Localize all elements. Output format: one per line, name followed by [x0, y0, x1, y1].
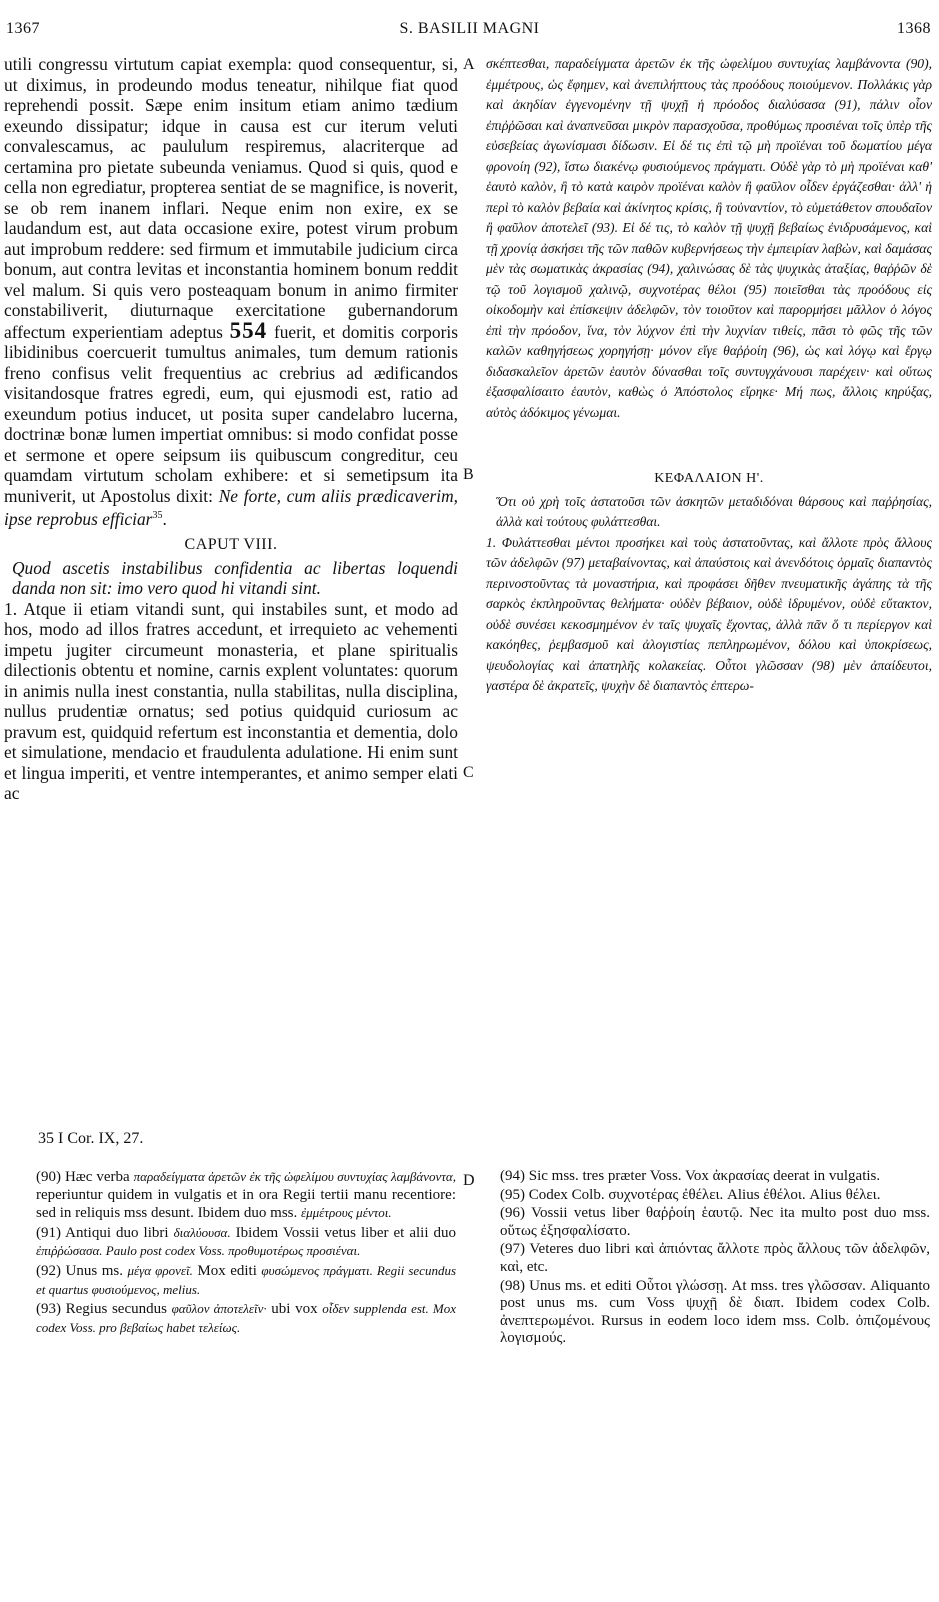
- margin-number: 554: [229, 317, 268, 343]
- greek-paragraph: σκέπτεσθαι, παραδείγματα ἀρετῶν ἐκ τῆς ὠφελίμου συντυχίας λαμβάνοντα (90), ἐμμέτρους, ὡς ἔφημεν, καὶ ἀνεπιλήπτους τὰς προόδους ποιούμενον. Πολλάκις γὰρ καὶ ἀκηδίαν ἐγγενομένην τῇ ψυχῇ ἡ πρόοδος διαλύσασα (91), πάλιν οἷον ἐπιῤῥῶσαι καὶ ἀναπνεῦσαι μικρὸν παρασχοῦσα, προθύμως προσιέναι τοῖς ὑπὲρ τῆς εὐσεβείας ἀγωνίσμασι δίδωσιν. Εἰ δέ τις ἐπὶ τῷ μὴ προϊέναι τοῦ δωματίου μέγα φρονοίη (92), ἴστω διακένῳ φυσιούμενος πράγματι. Οὐδὲ γὰρ τὸ μὴ προϊέναι καθ' ἑαυτὸ καλὸν, ἢ τὸ κατὰ καιρὸν προϊέναι καλὸν ἢ φαῦλον οἶδεν ἐργάζεσθαι· ἀλλ' ἡ περὶ τὸ καλὸν βεβαία καὶ ἀκίνητος κρίσις, ἢ τοὐναντίον, τὸ εὐμετάθετον σπουδαῖον ἢ φαῦλον ἀποτελεῖ (93). Εἰ δέ τις, τὸ καλὸν τῇ ψυχῇ βεβαίως ἐνιδρυσάμενος, καὶ τῇ χρονίᾳ ἀσκήσει τῆς τῶν παθῶν κυβερνήσεως τὴν ἐμπειρίαν λαβὼν, καὶ δαμάσας μὲν τὰς σωματικὰς ἀκρασίας (94), χαλινώσας δὲ τὰς ψυχικὰς ἀταξίας, θαῤῥῶν δὲ τῷ τοῦ λογισμοῦ χαλινῷ, συχνοτέρας θέλοι (95) ποιεῖσθαι τὰς προόδους εἰς οἰκοδομὴν καὶ ἐπίσκεψιν ἀδελφῶν, τὸν τοιοῦτον καὶ παρορμήσει μᾶλλον ὁ λόγος ἐπὶ τὴν πρόοδον, ἵνα, τὸν λύχνον ἐπὶ τὴν λυχνίαν τιθείς, πᾶσι τὸ φῶς τῆς τῶν καλῶν καθηγήσεως χορηγήσῃ· μόνον εἴγε θαῤῥοίη (96), ὡς καὶ λόγῳ καὶ ἔργῳ διδασκαλεῖον ἀρετῶν ἑαυτὸν δύνασθαι τοῖς συντυγχάνουσι παρέχειν· καὶ οὕτως ἐξασφαλίσαιτο ἑαυτὸν, καθὼς ὁ Ἀπόστολος εἴρηκε· Μή πως, ἄλλοις κηρύξας, αὐτὸς ἀδόκιμος γένωμαι.: [486, 56, 932, 420]
- left-page-number: 1367: [6, 20, 40, 37]
- note-94: (94) Sic mss. tres præter Voss. Vox ἀκρασίας deerat in vulgatis.: [500, 1168, 881, 1184]
- margin-marker-b: B: [463, 466, 474, 483]
- latin-chapter-title: Quod ascetis instabilibus confidentia ac libertas loquendi danda non sit: imo vero quod hi vitandi sint.: [12, 557, 458, 599]
- latin-text-1: utili congressu virtutum capiat exempla: quod consequentur, si, ut diximus, in prodeundo modus teneatur, nihilque fiat quod reprehendi possit. Sæpe enim insitum etiam animo tædium exeundo dissipatur; idque in causa est cur iterum veluti convalescamus, ac paululum respiremus, alacriterque ad certamina pro pietate subeunda veniamus. Quod si quis, quod e cella non egrediatur, propterea sentiat de se magnifice, is noverit, se ob rem inanem inflari. Neque enim non exire, ex se laudandum est, aut data occasione exire, potest virum probum aut improbum reddere: sed firmum et immutabile judicium circa bonum, aut contra levitas et inconstantia hominem bonum reddit vel malum. Si quis vero posteaquam bonum in animo firmiter constabiliverit, diuturnaque exercitatione gubernandorum affectum experientiam adeptus: [4, 54, 458, 342]
- margin-marker-c: C: [463, 764, 474, 781]
- note-96: (96) Vossii vetus liber θαῤῥοίη ἑαυτῷ. Nec ita multo post duo mss. οὕτως ἐξησφαλίσατο.: [500, 1205, 930, 1239]
- right-page-number: 1368: [897, 20, 931, 37]
- running-title: S. BASILII MAGNI: [399, 20, 540, 37]
- scripture-quote: Ne forte, cum aliis prædicaverim, ipse reprobus efficiar: [4, 485, 458, 529]
- note-97: (97) Veteres duo libri καὶ ἀπιόντας ἄλλοτε πρὸς ἄλλους τῶν ἀδελφῶν, καὶ, etc.: [500, 1241, 930, 1275]
- margin-marker-a: A: [463, 56, 475, 73]
- latin-chapter-heading: CAPUT VIII.: [184, 536, 278, 554]
- latin-paragraph-2: 1. Atque ii etiam vitandi sunt, qui instabiles sunt, et modo ad hos, modo ad illos fratres accedunt, et irrequieto ac vehementi impetu jugiter circumeunt monasteria, et plane spiritualis dilectionis obtentu et nomine, carnis explent voluntates: quorum in animis nulla inest constantia, nulla stabilitas, nulla disciplina, nullus prudentiæ ornatus; sed potius quidquid curiosum ac pravum est, quidquid refertum est inconstantia et dementia, dolo et simulatione, mendacio et fraudulenta adulatione. Hi enim sunt et lingua imperiti, et ventre intemperantes, et animo semper elati ac: [4, 598, 458, 804]
- latin-paragraph: utili congressu virtutum capiat exempla: quod consequentur, si, ut diximus, in prodeundo modus teneatur, nihilque fiat quod reprehendi possit. Sæpe enim insitum etiam animo tædium exeundo dissipatur; idque in causa est cur iterum veluti convalescamus, ac paululum respiremus, alacriterque ad certamina pro pietate subeunda veniamus. Quod si quis, quod e cella non egrediatur, propterea sentiat de se magnifice, is noverit, se ob rem inanem inflari. Neque enim non exire, ex se laudandum est, aut data occasione exire, potest virum probum aut improbum reddere: sed firmum et immutabile judicium circa bonum, aut contra levitas et inconstantia hominem bonum reddit vel malum. Si quis vero posteaquam bonum in animo firmiter constabiliverit, diuturnaque exercitatione gubernandorum affectum experientiam adeptus 554 fuerit, et domitis corporis libidinibus coercuerit tumultus animales, tum demum rationis freno confisus velit frequentius ac crebrius ad ædificandos visitandosque fratres egredi, eum, qui ejusmodi est, ratio ad exeundum potius inducet, ut posita super candelabro lucerna, doctrinæ bonæ lumen impertiat omnibus: si modo confidat posse et sermone et opere seipsum iis quibuscum congreditur, ceu quamdam virtutum scholam exhibere: et si semetipsum ita muniverit, ut Apostolus dixit: Ne forte, cum aliis prædicaverim, ipse reprobus efficiar$^{35}$.: [4, 54, 458, 529]
- latin-text-2: fuerit, et domitis corporis libidinibus coercuerit tumultus animales, tum demum rationis freno confisus velit frequentius ac crebrius ad ædificandos visitandosque fratres egredi, eum, qui ejusmodi est, ratio ad exeundum potius inducet, ut posita super candelabro lucerna, doctrinæ bonæ lumen impertiat omnibus: si modo confidat posse et sermone et opere seipsum iis quibuscum congreditur, ceu quamdam virtutum scholam exhibere: et si semetipsum ita muniverit, ut Apostolus dixit:: [4, 321, 458, 506]
- note-90: (90) Hæc verba παραδείγματα ἀρετῶν ἐκ τῆς ὠφελίμου συντυχίας λαμβάνοντα, reperiuntur quidem in vulgatis et in ora Regii tertii manu recentiore: sed in reliquis mss desunt. Ibidem duo mss. ἐμμέτρους μέντοι.: [36, 1169, 456, 1222]
- running-header: [0, 20, 939, 50]
- footnote-35: 35 I Cor. IX, 27.: [38, 1130, 144, 1147]
- greek-chapter-title: Ὅτι οὐ χρὴ τοῖς ἀστατοῦσι τῶν ἀσκητῶν μεταδιδόναι θάρσους καὶ παῤῥησίας, ἀλλὰ καὶ τούτους φυλάττεσθαι.: [496, 493, 932, 529]
- note-95: (95) Codex Colb. συχνοτέρας ἐθέλει. Alius ἐθέλοι. Alius θέλει.: [500, 1186, 881, 1203]
- notes-left: [36, 1168, 456, 1338]
- greek-column: [486, 54, 932, 697]
- margin-marker-d: D: [463, 1172, 475, 1189]
- note-92: (92) Unus ms. μέγα φρονεῖ. Mox editi φυσώμενος πράγματι. Regii secundus et quartus φυσιούμενος, melius.: [36, 1262, 456, 1297]
- footnote-ref: 35: [152, 510, 163, 521]
- note-93: (93) Regius secundus φαῦλον ἀποτελεῖν· ubi vox οἶδεν supplenda est. Mox codex Voss. pro βεβαίως habet τελείως.: [36, 1301, 457, 1335]
- greek-paragraph-2: 1. Φυλάττεσθαι μέντοι προσήκει καὶ τοὺς ἀστατοῦντας, καὶ ἄλλοτε πρὸς ἄλλους τῶν ἀδελφῶν (97) μεταβαίνοντας, καὶ ἀπαύστοις καὶ ἀνενδότοις ὁρμαῖς διαπαντὸς περινοστοῦντας τὰ μοναστήρια, καὶ προφάσει δῆθεν πνευματικῆς ἀγάπης τὰ τῆς σαρκὸς ἐκπληροῦντας θελήματα· οὐδὲν βέβαιον, οὐδὲ ἱδρυμένον, οὐδὲ εὔτακτον, οὐδὲ συνέσει κεκοσμημένον ἐν ταῖς ψυχαῖς ἔχοντας, ἀλλὰ πᾶν ὅ τι περίεργον καὶ κακόηθες, ῥεμβασμοῦ καὶ ἀλογιστίας πεπληρωμένον, δόλου καὶ ὑποκρίσεως, ψευδολογίας καὶ ἀπατηλῆς κολακείας. Οὗτοι γλῶσσαν (98) μὲν ἀπαίδευτοι, γαστέρα δὲ ἀκρατεῖς, ψυχὴν δὲ διαπαντὸς ἐπτερω-: [486, 534, 932, 693]
- notes-right: [500, 1168, 930, 1349]
- latin-column: [4, 54, 458, 804]
- note-98: (98) Unus ms. et editi Οὗτοι γλώσσῃ. At mss. tres γλῶσσαν. Aliquanto post unus ms. cum Voss ψυχῇ δὲ διαπ. Ibidem codex Colb. ἀνεπτερωμένοι. Rursus in eodem loco idem mss. Colb. ὀπιζομένους λογισμούς.: [500, 1277, 930, 1347]
- greek-chapter-heading: ΚΕΦΑΛΑΙΟΝ Η'.: [654, 471, 764, 486]
- note-91: (91) Antiqui duo libri διαλύουσα. Ibidem Vossii vetus liber et alii duo ἐπιῤῥώσασα. Paulo post codex Voss. προθυμοτέρως προσιέναι.: [36, 1224, 457, 1259]
